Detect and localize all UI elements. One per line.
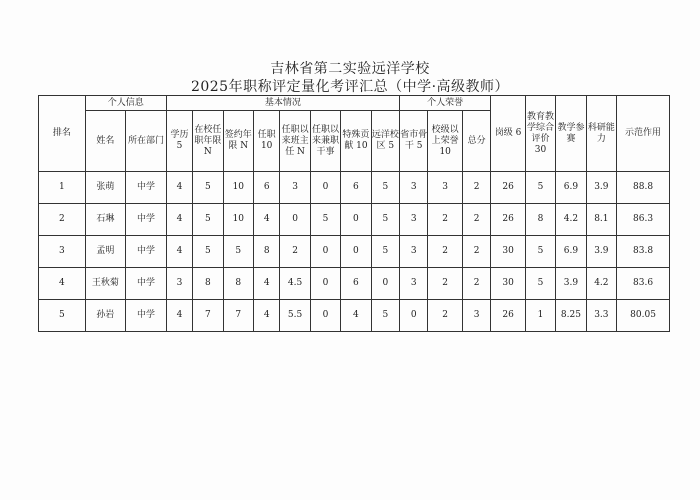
cell-edu-eval: 26 bbox=[491, 172, 525, 204]
header-provincial: 省市骨干 5 bbox=[400, 111, 428, 172]
header-special: 特殊贡献 10 bbox=[341, 111, 371, 172]
cell-demo: 8.1 bbox=[586, 204, 616, 236]
cell-post-level: 2 bbox=[462, 172, 490, 204]
cell-contract-years: 10 bbox=[223, 172, 253, 204]
table-row bbox=[39, 204, 670, 236]
cell-research: 6.9 bbox=[556, 172, 586, 204]
cell-demo: 4.2 bbox=[586, 268, 616, 300]
cell-head-teacher: 5.5 bbox=[280, 300, 310, 332]
cell-post-level: 2 bbox=[462, 236, 490, 268]
cell-admin: 0 bbox=[310, 300, 340, 332]
cell-demo: 3.3 bbox=[586, 300, 616, 332]
cell-years-school: 8 bbox=[193, 268, 223, 300]
cell-head-teacher: 0 bbox=[280, 204, 310, 236]
header-years-school: 在校任职年限 N bbox=[193, 111, 223, 172]
table-row bbox=[39, 268, 670, 300]
cell-rank: 2 bbox=[39, 204, 86, 236]
cell-contract-years: 8 bbox=[223, 268, 253, 300]
cell-head-teacher: 3 bbox=[280, 172, 310, 204]
header-edu-eval: 教育教学综合评价 30 bbox=[525, 96, 555, 172]
cell-tenure: 6 bbox=[254, 172, 280, 204]
cell-rank: 5 bbox=[39, 300, 86, 332]
cell-edu-eval: 30 bbox=[491, 236, 525, 268]
cell-demo: 3.9 bbox=[586, 236, 616, 268]
cell-provincial: 3 bbox=[400, 268, 428, 300]
cell-dept: 中学 bbox=[126, 204, 167, 236]
header-dept: 所在部门 bbox=[126, 111, 167, 172]
cell-far-campus: 5 bbox=[371, 236, 399, 268]
cell-far-campus: 5 bbox=[371, 172, 399, 204]
cell-far-campus: 5 bbox=[371, 204, 399, 236]
table-row bbox=[39, 236, 670, 268]
cell-rank: 1 bbox=[39, 172, 86, 204]
cell-competition: 5 bbox=[525, 172, 555, 204]
cell-admin: 0 bbox=[310, 236, 340, 268]
cell-admin: 5 bbox=[310, 204, 340, 236]
cell-competition: 1 bbox=[525, 300, 555, 332]
table-row bbox=[39, 172, 670, 204]
cell-admin: 0 bbox=[310, 268, 340, 300]
header-head-teacher: 任职以来班主任 N bbox=[280, 111, 310, 172]
cell-tenure: 8 bbox=[254, 236, 280, 268]
header-name: 姓名 bbox=[85, 111, 126, 172]
cell-school-honor: 2 bbox=[428, 204, 462, 236]
cell-dept: 中学 bbox=[126, 268, 167, 300]
cell-years-school: 5 bbox=[193, 172, 223, 204]
cell-years-school: 7 bbox=[193, 300, 223, 332]
cell-special: 6 bbox=[341, 268, 371, 300]
cell-school-honor: 3 bbox=[428, 172, 462, 204]
cell-edu-eval: 30 bbox=[491, 268, 525, 300]
cell-provincial: 3 bbox=[400, 204, 428, 236]
cell-contract-years: 10 bbox=[223, 204, 253, 236]
cell-years-school: 5 bbox=[193, 204, 223, 236]
cell-school-honor: 2 bbox=[428, 268, 462, 300]
cell-tenure: 4 bbox=[254, 268, 280, 300]
cell-degree: 4 bbox=[166, 204, 192, 236]
header-demo: 示范作用 bbox=[617, 96, 670, 172]
cell-dept: 中学 bbox=[126, 172, 167, 204]
cell-demo: 3.9 bbox=[586, 172, 616, 204]
cell-provincial: 3 bbox=[400, 236, 428, 268]
cell-degree: 4 bbox=[166, 236, 192, 268]
cell-post-level: 2 bbox=[462, 268, 490, 300]
header-far-campus: 远洋校区 5 bbox=[371, 111, 399, 172]
cell-far-campus: 0 bbox=[371, 268, 399, 300]
cell-admin: 0 bbox=[310, 172, 340, 204]
header-competition: 教学参赛 bbox=[556, 96, 586, 172]
school-name-title: 吉林省第二实验远洋学校 bbox=[270, 61, 430, 77]
cell-research: 6.9 bbox=[556, 236, 586, 268]
score-summary-table bbox=[38, 95, 670, 332]
cell-rank: 3 bbox=[39, 236, 86, 268]
header-group-personal: 个人信息 bbox=[85, 96, 166, 111]
cell-name: 孙岩 bbox=[85, 300, 126, 332]
cell-provincial: 3 bbox=[400, 172, 428, 204]
cell-contract-years: 5 bbox=[223, 236, 253, 268]
report-title: 2025年职称评定量化考评汇总（中学·高级教师） bbox=[190, 79, 510, 95]
header-tenure: 任职 10 bbox=[254, 111, 280, 172]
cell-total: 86.3 bbox=[617, 204, 670, 236]
header-rank: 排名 bbox=[39, 96, 86, 172]
header-research: 科研能力 bbox=[586, 96, 616, 172]
cell-special: 4 bbox=[341, 300, 371, 332]
cell-total: 83.8 bbox=[617, 236, 670, 268]
cell-edu-eval: 26 bbox=[491, 300, 525, 332]
cell-total: 80.05 bbox=[617, 300, 670, 332]
cell-special: 0 bbox=[341, 236, 371, 268]
cell-competition: 5 bbox=[525, 236, 555, 268]
cell-dept: 中学 bbox=[126, 236, 167, 268]
cell-post-level: 2 bbox=[462, 204, 490, 236]
cell-years-school: 5 bbox=[193, 236, 223, 268]
header-total: 总分 bbox=[462, 111, 490, 172]
cell-total: 88.8 bbox=[617, 172, 670, 204]
cell-competition: 8 bbox=[525, 204, 555, 236]
cell-research: 8.25 bbox=[556, 300, 586, 332]
header-contract-years: 签约年限 N bbox=[223, 111, 253, 172]
table-row bbox=[39, 300, 670, 332]
cell-edu-eval: 26 bbox=[491, 204, 525, 236]
cell-contract-years: 7 bbox=[223, 300, 253, 332]
cell-head-teacher: 4.5 bbox=[280, 268, 310, 300]
cell-post-level: 3 bbox=[462, 300, 490, 332]
cell-competition: 5 bbox=[525, 268, 555, 300]
cell-degree: 4 bbox=[166, 172, 192, 204]
header-post-level: 岗级 6 bbox=[491, 96, 525, 172]
cell-research: 3.9 bbox=[556, 268, 586, 300]
cell-dept: 中学 bbox=[126, 300, 167, 332]
cell-school-honor: 2 bbox=[428, 300, 462, 332]
cell-special: 6 bbox=[341, 172, 371, 204]
cell-provincial: 0 bbox=[400, 300, 428, 332]
cell-head-teacher: 2 bbox=[280, 236, 310, 268]
cell-tenure: 4 bbox=[254, 300, 280, 332]
cell-tenure: 4 bbox=[254, 204, 280, 236]
cell-degree: 3 bbox=[166, 268, 192, 300]
cell-rank: 4 bbox=[39, 268, 86, 300]
header-group-honor: 个人荣誉 bbox=[400, 96, 491, 111]
cell-name: 张萌 bbox=[85, 172, 126, 204]
header-admin: 任职以来兼职干事 bbox=[310, 111, 340, 172]
cell-name: 石琳 bbox=[85, 204, 126, 236]
header-school-honor: 校级以上荣誉 10 bbox=[428, 111, 462, 172]
header-group-basic: 基本情况 bbox=[166, 96, 399, 111]
cell-special: 0 bbox=[341, 204, 371, 236]
header-degree: 学历 5 bbox=[166, 111, 192, 172]
cell-name: 王秋菊 bbox=[85, 268, 126, 300]
cell-name: 孟明 bbox=[85, 236, 126, 268]
cell-far-campus: 5 bbox=[371, 300, 399, 332]
cell-degree: 4 bbox=[166, 300, 192, 332]
cell-research: 4.2 bbox=[556, 204, 586, 236]
cell-school-honor: 2 bbox=[428, 236, 462, 268]
cell-total: 83.6 bbox=[617, 268, 670, 300]
